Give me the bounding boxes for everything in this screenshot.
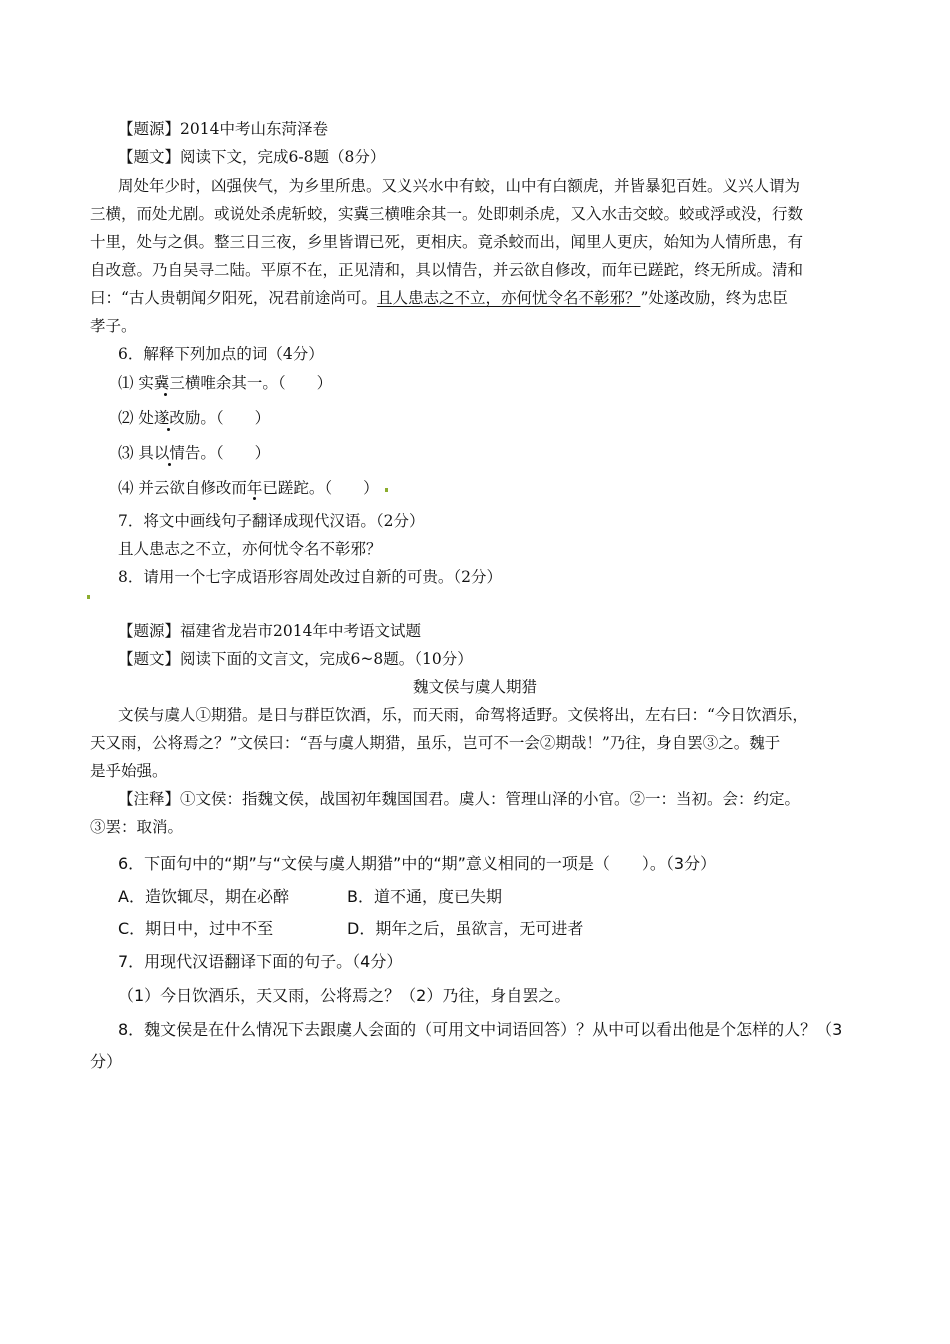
source-tag: 【题源】 bbox=[118, 622, 181, 640]
marker-dot bbox=[385, 488, 388, 492]
notes-line bbox=[118, 788, 800, 810]
question-item: ⑴ 实冀三横唯余其一。（ ） bbox=[118, 374, 333, 392]
passage-line: 周处年少时，凶强侠气，为乡里所患。又义兴水中有蛟，山中有白额虎，并皆暴犯百姓。义兴人谓为 bbox=[118, 177, 801, 195]
question-8: 8．魏文侯是在什么情况下去跟虞人会面的（可用文中词语回答）？从中可以看出他是个怎样的人？（3 bbox=[118, 1020, 843, 1039]
note-tag: 【注释】 bbox=[118, 790, 181, 808]
passage-line: 天又雨，公将焉之？”文侯曰：“吾与虞人期猎，虽乐，岂可不一会②期哉！”乃往，身自罢③之。魏于 bbox=[90, 734, 781, 752]
emphasis-dot bbox=[164, 393, 167, 396]
passage-line: 三横，而处尤剧。或说处杀虎斩蛟，实冀三横唯余其一。处即刺杀虎，又入水击交蛟。蛟或浮或没，行数 bbox=[90, 205, 804, 223]
passage-line: 文侯与虞人①期猎。是日与群臣饮酒，乐，而天雨，命驾将适野。文侯将出，左右曰：“今日饮酒乐， bbox=[118, 706, 808, 724]
question-item: ⑶ 具以情告。（ ） bbox=[118, 444, 271, 462]
question-7: 7．用现代汉语翻译下面的句子。（4分） bbox=[118, 952, 403, 971]
emphasis-dot bbox=[167, 428, 170, 431]
emphasis-dot bbox=[168, 463, 171, 466]
marker-dot bbox=[87, 595, 90, 599]
text-tag: 【题文】 bbox=[118, 650, 181, 668]
passage-title: 魏文侯与虞人期猎 bbox=[412, 678, 537, 696]
source-tag: 【题源】 bbox=[118, 120, 181, 138]
passage-text: ”处遂改励，终为忠臣 bbox=[640, 289, 788, 307]
passage-line: 是乎始强。 bbox=[90, 762, 168, 780]
option-b: B．道不通，度已失期 bbox=[347, 887, 502, 906]
passage-line: 自改意。乃自吴寻二陆。平原不在，正见清和，具以情告，并云欲自修改，而年已蹉跎，终无所成。清和 bbox=[90, 261, 804, 279]
question-6: 6．解释下列加点的词（4分） bbox=[118, 345, 324, 363]
source-text: 福建省龙岩市2014年中考语文试题 bbox=[180, 622, 421, 640]
question-8-cont: 分） bbox=[90, 1052, 123, 1071]
question-item: ⑵ 处遂改励。（ ） bbox=[118, 409, 271, 427]
passage-line bbox=[90, 287, 788, 309]
source-line-1 bbox=[118, 118, 328, 140]
question-7-sentence: 且人患志之不立，亦何忧令名不彰邪？ bbox=[118, 540, 382, 558]
passage-line: 十里，处与之俱。整三日三夜，乡里皆谓已死，更相庆。竟杀蛟而出，闻里人更庆，始知为人情所患，有 bbox=[90, 233, 804, 251]
question-item: ⑷ 并云欲自修改而年已蹉跎。（ ） bbox=[118, 479, 379, 497]
question-8: 8．请用一个七字成语形容周处改过自新的可贵。（2分） bbox=[118, 568, 502, 586]
passage-text: 曰：“古人贵朝闻夕阳死，况君前途尚可。 bbox=[90, 289, 377, 307]
option-d: D．期年之后，虽欲言，无可进者 bbox=[347, 919, 584, 938]
question-6: 6．下面句中的“期”与“文侯与虞人期猎”中的“期”意义相同的一项是（ ）。（3分） bbox=[118, 854, 717, 873]
source-line-2 bbox=[118, 620, 421, 642]
passage-line: 孝子。 bbox=[90, 317, 137, 335]
option-a: A．造饮辄尽，期在必醉 bbox=[118, 887, 289, 906]
instruction-text: 阅读下面的文言文，完成6~8题。（10分） bbox=[180, 650, 473, 668]
source-text: 2014中考山东菏泽卷 bbox=[180, 120, 328, 138]
emphasis-dot bbox=[253, 497, 256, 500]
note-text: ①文侯：指魏文侯，战国初年魏国国君。虞人：管理山泽的小官。②一：当初。会：约定。 bbox=[180, 790, 801, 808]
instruction-line-2 bbox=[118, 648, 473, 670]
notes-line: ③罢：取消。 bbox=[90, 818, 184, 836]
underlined-sentence: 且人患志之不立，亦何忧令名不彰邪？ bbox=[376, 289, 641, 307]
instruction-text: 阅读下文，完成6-8题（8分） bbox=[180, 148, 386, 166]
text-tag: 【题文】 bbox=[118, 148, 181, 166]
option-c: C．期日中，过中不至 bbox=[118, 919, 274, 938]
instruction-line-1 bbox=[118, 146, 385, 168]
question-7-sentence: （1）今日饮酒乐，天又雨，公将焉之？（2）乃往，身自罢之。 bbox=[118, 986, 571, 1005]
question-7: 7．将文中画线句子翻译成现代汉语。（2分） bbox=[118, 512, 425, 530]
